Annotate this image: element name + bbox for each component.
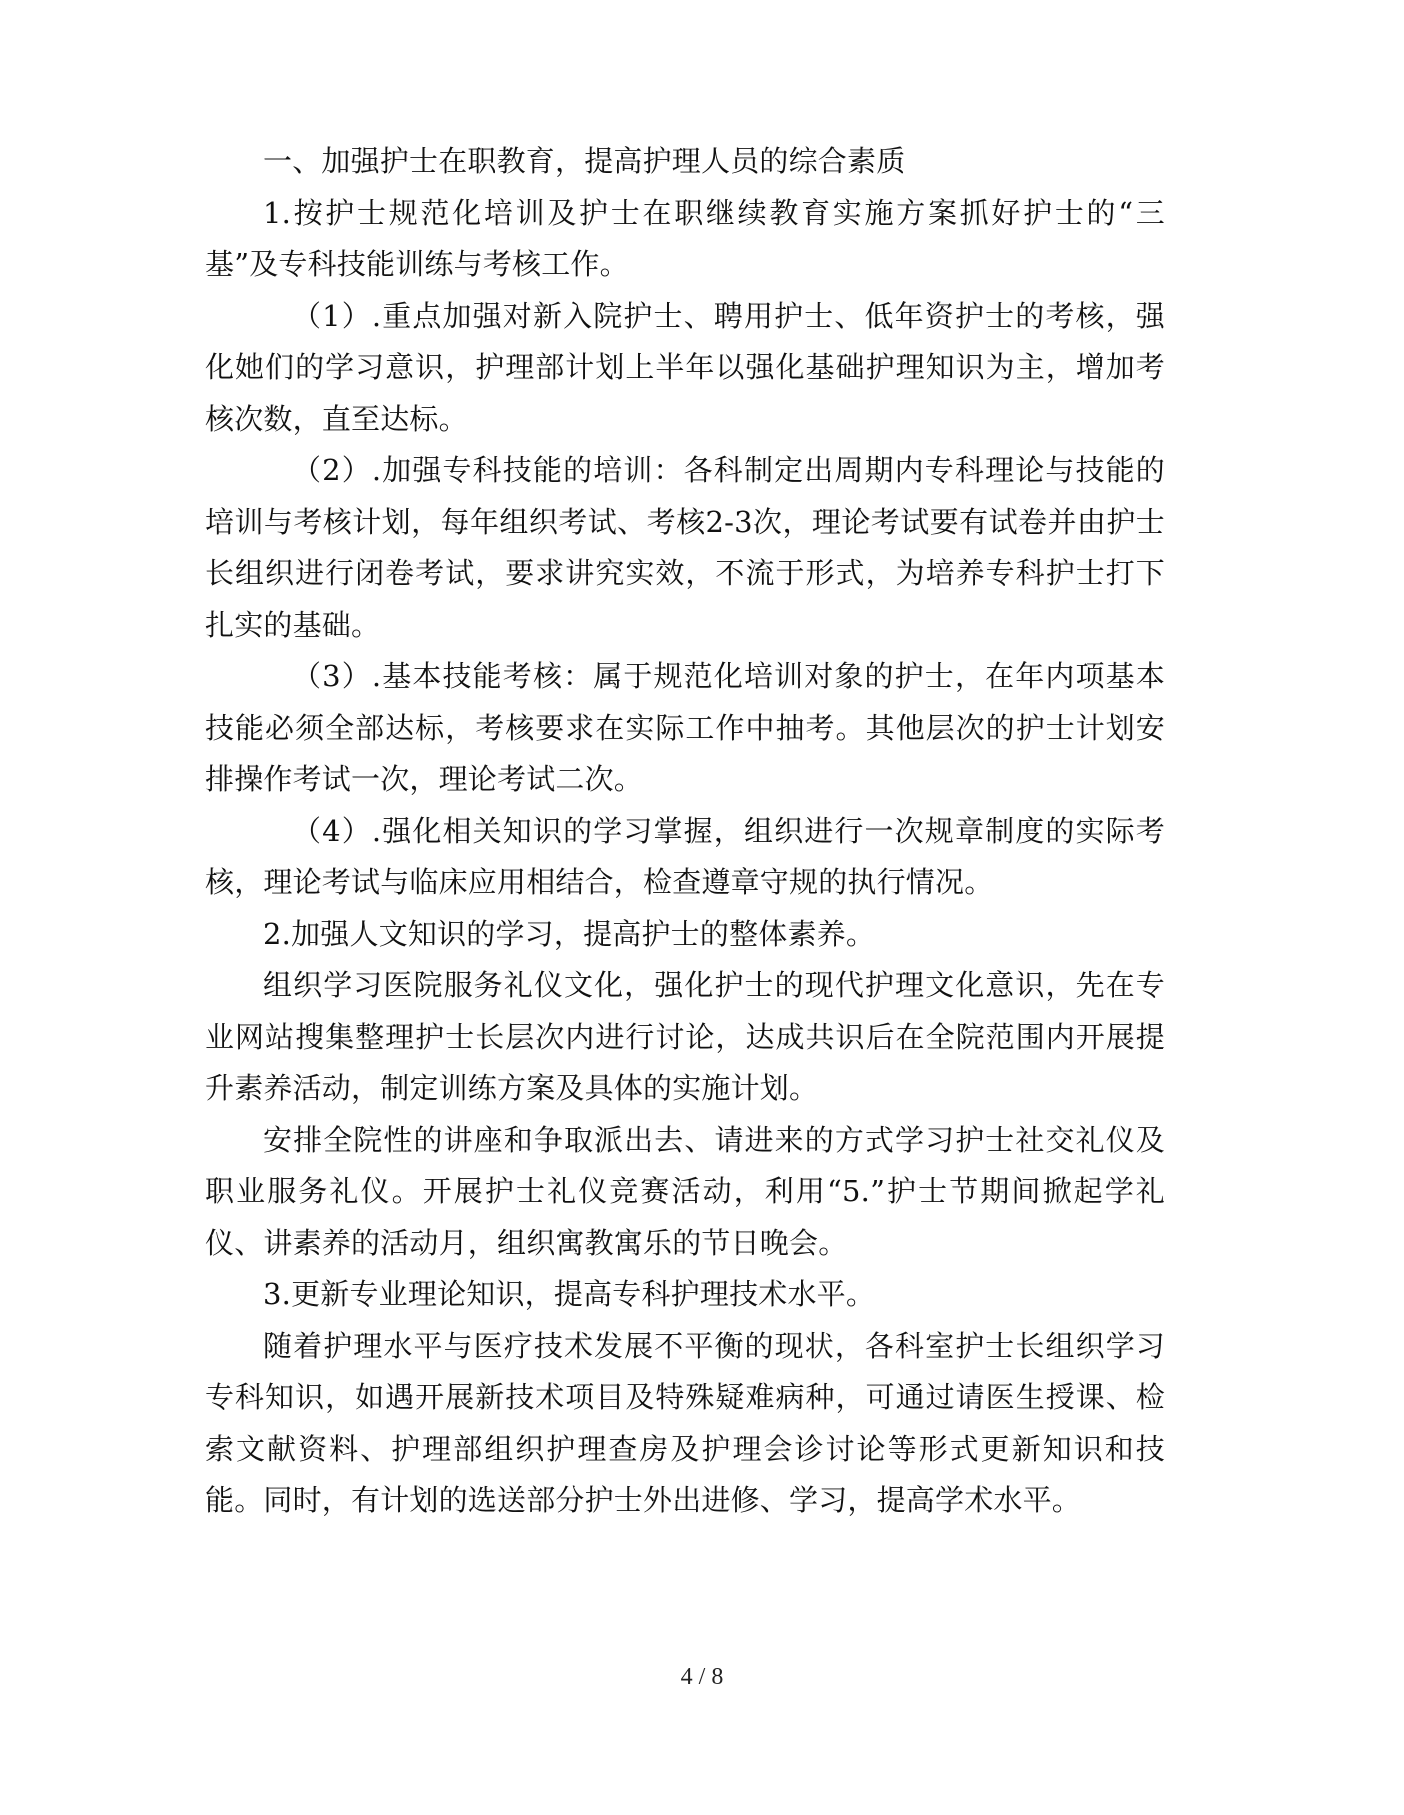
list-item-heading: 1.按护士规范化培训及护士在职继续教育实施方案抓好护士的“三基”及专科技能训练与考核工作。 [205, 195, 1165, 281]
body-paragraph: 组织学习医院服务礼仪文化，强化护士的现代护理文化意识，先在专业网站搜集整理护士长层次内进行讨论，达成共识后在全院范围内开展提升素养活动，制定训练方案及具体的实施计划。 [205, 968, 1165, 1105]
section-heading: 一、加强护士在职教育，提高护理人员的综合素质 [263, 144, 906, 178]
body-paragraph: 随着护理水平与医疗技术发展不平衡的现状，各科室护士长组织学习专科知识，如遇开展新技术项目及特殊疑难病种，可通过请医生授课、检索文献资料、护理部组织护理查房及护理会诊讨论等形式更新知识和技能。同时，有计划的选送部分护士外出进修、学习，提高学术水平。 [205, 1328, 1165, 1517]
list-item-heading: 2.加强人文知识的学习，提高护士的整体素养。 [263, 916, 876, 951]
document-body [205, 136, 1165, 1527]
sub-item-paragraph: （3）.基本技能考核：属于规范化培训对象的护士，在年内项基本技能必须全部达标，考核要求在实际工作中抽考。其他层次的护士计划安排操作考试一次，理论考试二次。 [205, 659, 1165, 796]
sub-item-paragraph: （1）.重点加强对新入院护士、聘用护士、低年资护士的考核，强化她们的学习意识，护理部计划上半年以强化基础护理知识为主，增加考核次数，直至达标。 [205, 298, 1165, 436]
sub-item-paragraph: （2）.加强专科技能的培训：各科制定出周期内专科理论与技能的培训与考核计划，每年组织考试、考核2-3次，理论考试要有试卷并由护士长组织进行闭卷考试，要求讲究实效，不流于形式，为培养专科护士打下扎实的基础。 [205, 453, 1165, 642]
sub-item-paragraph: （4）.强化相关知识的学习掌握，组织进行一次规章制度的实际考核，理论考试与临床应用相结合，检查遵章守规的执行情况。 [205, 813, 1165, 899]
list-item-heading: 3.更新专业理论知识，提高专科护理技术水平。 [263, 1277, 876, 1311]
body-paragraph: 安排全院性的讲座和争取派出去、请进来的方式学习护士社交礼仪及职业服务礼仪。开展护士礼仪竞赛活动，利用“5.”护士节期间掀起学礼仪、讲素养的活动月，组织寓教寓乐的节日晚会。 [205, 1122, 1165, 1260]
page-number: 4 / 8 [680, 1664, 724, 1690]
